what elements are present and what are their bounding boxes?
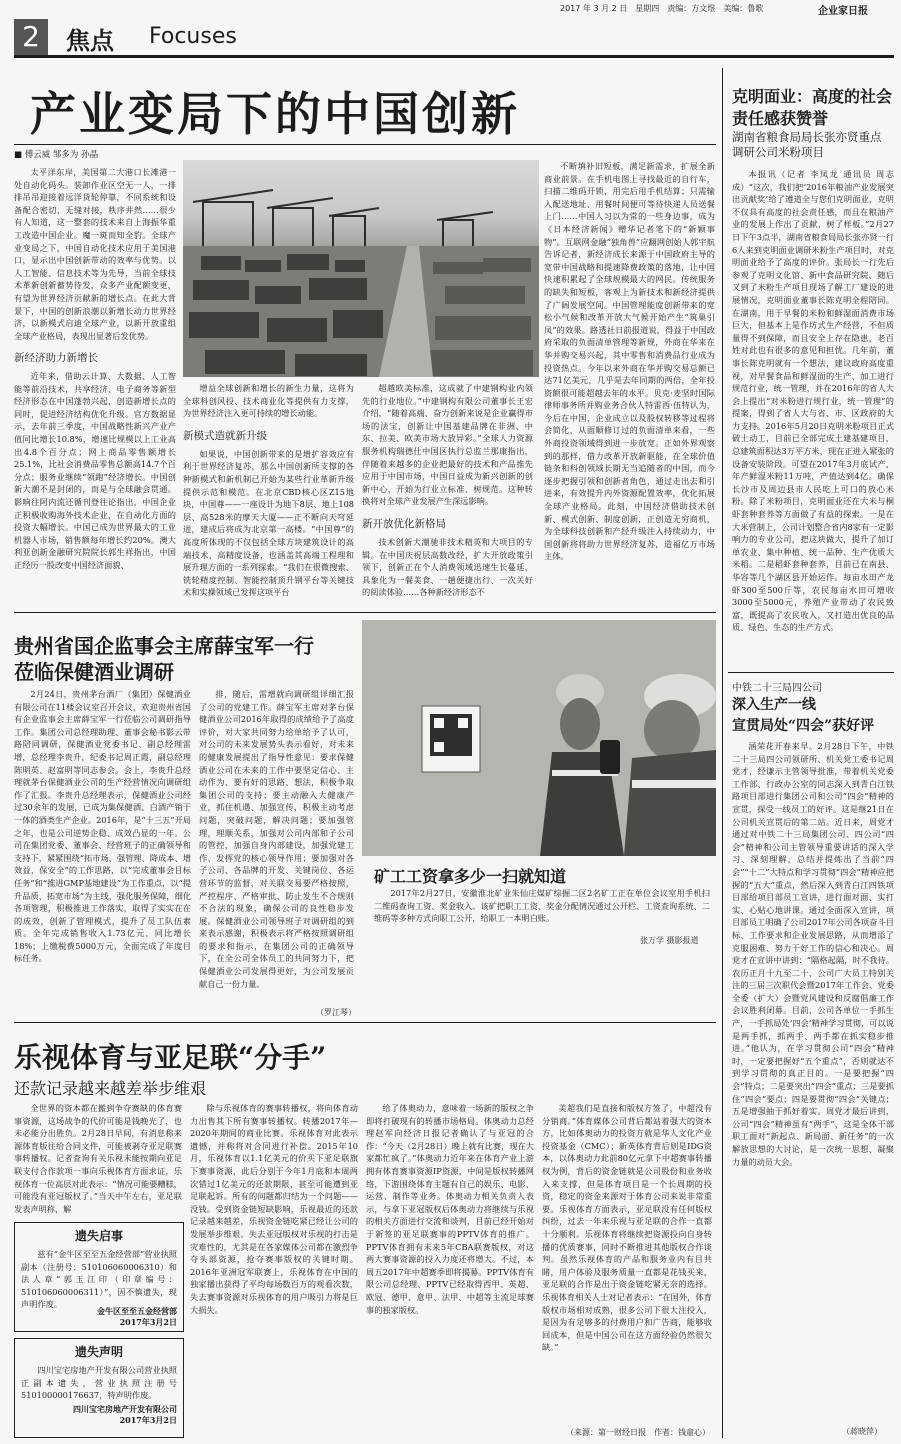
crcc-body: 涵荣花开春来早。2月28日下午，中铁二十三局四公司领研所、机关党工委书记周党才，经谦示主管领导批准，带着机关党委工作部、行政办公室的同志深入到青白江铁路项目部进行集团公司和公司“四会”精神的宣贯，探受一线员工的好评。这是继21日在公司机关宣贯后的第二站。近日来，周党才通过对中铁二十三局集团公司、四公司“四会”精神和公司主管领导重要讲话的深入学习、深刻理解，总结并提炼出了当前“四会”“十二”大特点和学习贯彻“四会”精神应把握的“五大”重点，然后深入到青白江四铁项目部给项目部员工宣讲，进行面对面、实打实、心贴心地讲课。通过全面深入宣讲，项目部员工明确了公司2017年公司各项奋斗目标、工作要求和企业发展思路，从而增添了克服困难、努力干好工作的信心和决心。周党才在宣讲中讲到：“隔格起隔，时不我待。农历正月十九至二十，公司广大员工特别关注的三届三次职代会暨2017年工作会、党委全委（扩大）会暨党风建设和反腐倡廉工作会议胜利闭幕。目前，公司各单位一手抓生产，一手抓局处‘四会’精神学习贯彻，可以说是两手抓，抓两手、两手都在抓实稳步推进。”他认为，在学习贯彻公司“四会”精神时，一定要把握好“五个重点”，否则就达不到学习贯彻的真正目的。一是要把握“四会”特点；二是要突出“四会”重点；三是要抓住“四会”要点；四是要贯彻“四会”关键点；五是增强抽于抓好着实。周党才最后讲到，公司“四会”精神虽有“两手”，这是全体干部职工面对“新起点、新局面、新任务”的一次解放思想的大讨论，是一次统一思想、凝聚力量的动员大会。 bbox=[732, 741, 894, 1167]
guizhou-bottom-rule bbox=[14, 1022, 716, 1023]
notice-2-date: 2017年3月2日 bbox=[119, 1415, 177, 1425]
leshi-headline: 乐视体育与亚足联“分手” bbox=[14, 1041, 327, 1074]
miners-photo bbox=[362, 620, 716, 856]
notice-lost-1 bbox=[14, 1222, 184, 1332]
crcc-headline-1: 深入生产一线 bbox=[732, 697, 816, 713]
notice-2-title: 遗失声明 bbox=[74, 1345, 123, 1359]
photo-caption-credit: 张万学 摄影报道 bbox=[640, 936, 699, 945]
lead-col3-body: 超越欧美标准，这成就了中建钢构业内领先的行业地位。”中建钢构有限公司董事长王宏介绍，“随着高端、奋力创新来说是企业赢得市场的法宝，创新让中国基建品牌在非洲、中东、拉美、欧美市场大放异彩。”全球人力资源服务机构瑞德仕中国区执行总监兰那康指出，伴随着来越多的企业把最好的技术和产品推先应用于中国市场，中国日益成为新兴创新的创新中心，开始为行业立标准、树规范。这种转换将对全球产业发展产生深远影响。 新开放优化新格局 技术创新大潮驰非技术精英和大项目的专辑。在中国庆祝层高数改经，扩大开放政策引领下，创新正在个人消费领域迅速生长蔓延，具象化为一餐美食、一趟便捷出行、一次关好的阅读体验……各种新经济形态不 bbox=[362, 383, 533, 598]
notice-2-sig: 四川宝宅房地产开发有限公司 bbox=[73, 1404, 177, 1414]
section-title-cn: 焦点 bbox=[66, 27, 114, 55]
crcc-headline-2: 宣贯局处“四会”获好评 bbox=[732, 718, 875, 734]
lead-intro: 太平洋东岸，美国第二大港口长滩港一处自动化码头。装卸作业区空无一人，一排排吊吊迎接着远洋货轮停靠，不同系统和设备配合密切，无缝对接，秩序井然……很少有人知道，这一整套的技术来自上海振华重工改造中国企业。魔一斑而知全豹。全球产业变局之下，中国自动化技术应用于美国港口，显示出中国创新带动的效率与优势。以人工智能、信息技术等为先导，当前全球技术革新创新蓄势待发，众多产业配额变更，有望为世界经济贡献新的增长点。在此大背景下，中国的创新浪潮以新增长动力世界经济，以新模式启迪全球产业，以新开放重组全球产业格局，表现出显著后发优势。 bbox=[14, 167, 176, 341]
masthead-paper: 企业家日报 bbox=[818, 6, 868, 17]
notice-lost-2 bbox=[14, 1338, 184, 1438]
crcc-kicker: 中铁二十三局四公司 bbox=[732, 683, 822, 694]
guizhou-col1: 2月24日，贵州茅台酒厂（集团）保健酒业有限公司在11楼会议室召开会议，欢迎贵州省国有企业监事会主席薛宝军一行莅临公司调研指导工作。集团公司总经理助理、董事会秘书影云带路陪同调研，保健酒业党委书记、副总经理雷增，总经理李贵升，纪委书记周正霞，副总经理陈明英、赵富明等同志参会。会上，李贵升总经理就茅台保健酒业公司的生产经营情况向调研组作了汇报。李贵升总经理表示，保健酒业公司经过30余年的发展，已成为集保健酒、白酒产销于一体的酒类生产企业。2016年，是“十三五”开局之年，也是公司逆势企稳、成效凸显的一年。公司在集团党委、董事会、经营班子的正确领导和支持下，紧紧围绕“拓市场、强管理、降成本、增效益，保安全”的工作思路，以“完成董事会目标任务”和“推进GMP基地建设”为工作重点，以“提升品质、拓宽市场”为主线，强化服务保障，细化各项管理，积极推进工作落实，取得了实实在在的成效，创新了管理模式，提升了员工队伍素质。全年完成销售收入1.73亿元，同比增长18%；上缴税费5000万元，全面完成了年度目标任务。 bbox=[14, 689, 191, 964]
photo-caption-text: 2017年2月27日，安徽淮北矿业朱仙庄煤矿综掘二区2名矿工正在单位会议室用手机扫二维码查询工资、奖金收入。该矿把职工工资、奖金分配情况通过公开栏、工资查询系统、二维码等多种方式向职工公开，给职工一本明白账。 bbox=[374, 888, 710, 924]
lead-bottom-rule bbox=[14, 612, 716, 613]
photo-caption-title: 矿工工资拿多少一扫就知道 bbox=[374, 867, 567, 886]
miners-scan-illustration bbox=[362, 620, 716, 856]
masthead-date: 2017 年 3 月 2 日 星期四 责编：方文煜 美编：鲁歌 bbox=[560, 4, 764, 13]
side-subhead: 湖南省粮食局局长张亦贤重点调研公司米粉项目 bbox=[732, 130, 882, 159]
guizhou-headline-1: 贵州省国企监事会主席薛宝军一行 bbox=[14, 634, 314, 658]
lead-col4-body: 不断填补旧短板，满足新需求，扩展全新商业前景。在手机电图上寻找最近的自行车，扫描二维码开锁，用完后用手机结算；只需输入配送地址、用餐时间便可等待快递人员送餐上门……中国人习以为常的一些身边事，成为《日本经济新闻》赠华记者笔下的“新颖事物”。互联网金融“独角兽”应翻网创始人郭宇航告诉记者，新经济成长来源于中国政府主导的宽带中国战略和提速降费政策的落地，让中国快速积累起了全球规模最大的网民。传统服务的缺失和短板，客观上为新技术和新经济提供了广阔发展空间。中国管理能度创新带来的宽松小气候和改革开放大气候开始产生“筑巢引凤”的效果。路透社日前报道说，得益于中国政府采取的负面清单管理等新规，外商在华来在华并购交易兴起，其中零售和消费品行业成为投资热点。今年以来外商在华并购交易总额已达71亿美元，几乎是去年同期的两倍，全年投资额很可能超越去年的水平。贝克·麦坚时国际律师事务所并购业务合伙人特雷西·伍特认为，今后在中国，企业成立以及股权转移等过程将会简化，从面顺修订过的负面清单来看，一些外商投资领域得到进一步放宽。正如外界观察到的那样，借力改革开放新驱能，在全球价值链条和科创领域长期无当追随者的中国，而今逐步把握引领和创新者角色，通过走出去和引进来，有效提升内外资源配置效率，优化拓展全球产业格局。此刻，中国经济借助技术创新、模式创新、制度创新，正创造无穷商机，为全球科技创新和产经升级注入持续动力，中国创新将将助力世界经济复苏，造福亿万市场主体。 bbox=[544, 161, 715, 562]
leshi-col4: 美超我们是直接和版权方签了，中超没有分销商。”体育媒体公司背后都站着强大的资本方，比如体奥动力的投资方就是华人文化产业投资基金（CMC）；新英体育背后则是IDG资本，以体奥动力此前80亿元拿下中超赛事转播权为例，背后的资金链就是公司股份和业务收入来支撑，但是体育项目是一个长周期的投资，稳定的资金来源对于体育公司来说非常重要。乐视体育方面表示，亚足联没有任何版权纠纷，过去一年来乐视与亚足联的合作一直都十分顺利。乐视体育将继续把资源投向自身转播的优质赛事，同时不断推进其他版权合作谈判。虽然乐视体育的产品和服务业内有目共睹，用户体验及服务质量一直都是花钱买来，亚足联的合作是出于资金链吃紧无奈的选择。乐视体育相关人士对记者表示：“在国外，体育版权市场相对成熟，很多公司下很大注投入，是因为有足够多的付费用户和广告商，能够收回成本，但是中国公司在这方面经验仍然很欠缺。” bbox=[542, 1103, 712, 1353]
lead-col2-body: 增益全球创新和增长的新生力量，这将为全球科创风投、技术商业化等提供有力支撑，为世界经济注入更可持续的增长动能。 新模式造就新升级 如果说，中国创新带来的是增扩容效应有利于世界经济复苏，那么中国创新所支撑的各种新模式和新机制已开始为某些行业革新升级提供示范和模范。在北京CBD核心区Z15地块，中国尊——一座设计为地下8层、地上108层、高528米的摩天大厦——正不断向天穹延进，建成后将成为北京第一高楼。“中国尊”的高度所体现的不仅包括全球方块建筑设计的高端技术、高精度设备，也涵盖其高端工程理和展升理方面的一系列探索。“我们在很微搜索、铣轮精度控制、智能控制顶升钢平台等关键技术和实操领域已发挥这项平台 bbox=[183, 383, 354, 598]
lead-photo-port bbox=[183, 160, 539, 377]
lead-subhead-3: 新开放优化新格局 bbox=[362, 517, 446, 530]
side-body: 本报讯（记者 李凤龙 通讯员 周志成）“这次，我们把‘2016年粮油产业发展突出贡献奖’给了遵道全与您们克明面业，克明不仅具有高度的社会责任感，而且在粮油产业的发展上作出了贡献，树了样板。”2月27日下午3点半，湖南省粮食局局长张亦贤一行6人来到克明面业调研米粉生产项目时，对克明面业给予了高度的评价。张局长一行先后参观了克明文化馆、新中食品研究院、随后又到了米粉生产项目现场了解工厂建设的进展情况，克明面业董事长陈克明全程陪同。在湖南，用于早餐的米粉和鲜湿面消费市场巨大，但基本上是作坊式生产经营，不但质量得不到保障，而且安全上存在隐患，老百姓对此也有很多的意见和担忧。几年前，董事长陈克明就有一个想法，建议政府高度重视，对早餐食品和鲜湿面的生产、加工进行规范行业，统一管理，并在2016年的省人大会上提出“对米粉进行规行业，统一管理”的提案，得到了省人大与省、市、区政府的大力支持。2016年5月20日克明米粉项目正式破土动工，目前已全部完成土建基建项目，总建筑面积达3万平方米，现在正进入紧张的设备安装阶段。可望在2017年3月底试产，年产鲜湿米粉11万吨，产值达到4亿。确保长沙市及周边县市人民吃上可口的放心米粉。除了米粉项目，克明面业还在大米与桐虾套种套养等方面做了有益的探索。一是在大米营制上，公司计划整合省内8家有一定影响力的专业公司，把这块做大，提升了加订单农业、集中种植、统一品种、生产优质大米稻。二是稻虾套种套养，目前已在南县、华容等几个湖区县开始运作。每亩水田产龙虾300至500斤等，农民每亩水田可增收3000至5000元，养殖产业带动了农民致富，既提高了农民收入，又打造出优良的品质、绿色、生态的生产方式。 bbox=[732, 169, 894, 633]
port-cranes-illustration bbox=[183, 160, 539, 377]
guizhou-headline-2: 莅临保健酒业调研 bbox=[14, 660, 174, 684]
notice-1-body: 兹有“金牛区至至五金经营部”营业执照副本（注册号：510106060006310）和法人章“郭玉江印（印章编号：510106060006311）”，因不慎遗失，现声明作废。 bbox=[21, 1249, 177, 1310]
masthead-rule bbox=[14, 55, 894, 58]
notice-1-title: 遗失启事 bbox=[74, 1229, 123, 1243]
page-number: 2 bbox=[14, 19, 48, 55]
leshi-col1: 全世界的资本都在搬到争夺赛缺的体育赛事资源，这场战争的代价可能是钱晚光了，也未必能分出胜负。2月28日早间，有消息称来源体育版往给合同文件，可能被剥夺亚足联赛事转播权。记者查询有关乐视未能按期向亚足联支付合作款项一事向乐视体育方面求证，乐视体育一位高层对此表示：“情况可能要糟糕，可能没有亚冠版权了。”当天中午左右，亚足联发表声明称，解 bbox=[14, 1103, 182, 1214]
side-headline: 克明面业：高度的社会责任感获赞誉 bbox=[732, 87, 893, 128]
crcc-signature: （蒋晓萍） bbox=[842, 1427, 882, 1436]
notice-1-date: 2017年3月2日 bbox=[119, 1317, 177, 1327]
side-crcc-rule bbox=[728, 672, 894, 673]
lead-subhead-2: 新模式造就新升级 bbox=[183, 429, 267, 442]
leshi-signature: （来源：第一财经日报 作者：钱童心） bbox=[566, 1428, 710, 1437]
section-title-en: Focuses bbox=[149, 24, 237, 49]
lead-col1-body: 新经济助力新增长 近年来，借助云计算、大数据、人工智能等前沿技术，共享经济、电子商务等新型经济形态在中国蓬勃兴起，创造新增长点的同时，促进经济结构优化升级。官方数据显示，去年前三季度，中国战略性新兴产业产值同比增长10.8%，增速比规模以上工业高出4.8个百分点；网上商品零售额增长25.1%，比社会消费品零售总额高14.7个百分点；服务业继续“领跑”经济增长。中国创新大潮不是封闭的，而是与全球融会贯通。影响往阿内流还循刊登往论指出，中国企业正积极收购海外技术企业，在自动化方面的投资大幅增长。中国已成为世界最大的工业机器人市场，销售额每年增长约20%。澳大利亚创新金融研究院院长郭生祥指出，中国正经历一股改变中国经济面貌、 bbox=[14, 352, 176, 570]
guizhou-col2: 排，随后，雷增就向调研组详细汇报了公司的党建工作。薛宝军主席对茅台保健酒业公司2016年取得的成绩给予了高度评价，对大家共同努力给单给予了认可，对公司的未来发展势头表示看好，对未来的健康发展提出了指导性意见：要求保健酒业公司在未来的工作中要坚定信心、主动作为、要有好的思路、想法，积极争取集团公司的支持；要主动融入大健康产业，抓住机遇、加强宣传，积极主动考虑问题，突破问题，解决问题；要加强管理，理顺关系，加强对公司内部和子公司的管控，加强自身内部建设，加强党建工作、发挥党的核心领导作用；要加强对各子公司、各品牌的开发、关键岗位、各运营环节的监督，对关联交易要严格按照，严控程序、严格审批、防止发生不合规则不合法的现象，确保公司的良性稳步发展。保健酒业公司领导班子对调研组的到来表示感谢，积极表示将严格按照调研组的要求和指示，在集团公司的正确领导下，在全公司全体员工的共同努力下，把保健酒业公司发展得更好，为公司发展贡献自己一份力量。 bbox=[199, 689, 354, 989]
guizhou-signature: （罗江琴） bbox=[316, 1008, 356, 1017]
lead-subhead-1: 新经济助力新增长 bbox=[14, 352, 98, 364]
leshi-col3: 给了体奥动力，意味着一场新的版权之争即将打破现有的转播市场格局。体奥动力总经理赵军向经济日报记者确认了与亚冠的合作：“今天（2月28日）晚上就有比赛，现在大家都忙疯了。”体奥动力近年来在体育产业上游拥有体育赛事资源IP资源，中间是版权转播网络，下游围绕体育主题有自己的娱乐、电影、运营、制作等业务。体奥动力相关负责人表示，与拿下亚冠版权后体奥动力将继续与乐视的相关方面进行交流和谈判，目前已经开始对于新签的亚足联赛事的PPTV体育的推广。PPTV体育拥有未来5年CBA联赛版权，对这两大赛事资源的投入力度还将增大。不过，本周五2017年中超赛季即将揭幕。PPTV体育有限公司总经理、PPTV已经取得西甲、英超、欧冠、德甲、意甲、法甲、中超等主流足球赛事的独家版权。 bbox=[366, 1103, 534, 1315]
leshi-col2: 除与乐视体育的赛事转播权，将向体育动力出售其下所有赛事转播权。转播2017年—2020年期间的商业比赛。乐视体育对此表示遗憾，并称将对合同进行补偿。2015年10月，乐视体育以1.1亿美元的价买下亚足联旗下赛事资源，此后分别于今年1月底和本周两次错过1亿美元的还款期限，甚至可能遭到亚足联起诉。所有的问题都归结为一个问题——没钱。受到资金链短缺影响，乐视最近的还款记录越来越差，乐视资金链吃紧已经让公司的发展举步维艰。失去亚冠版权对乐视的打击是灾难性的，尤其是在各家媒体公司都在激烈争夺头部资源，抢夺赛事版权的关键时期。2016年亚洲冠军联赛上，乐视体育在中国的独家播出获得了平均每场数百万的观看次数，失去赛事资源对乐视体育的用户吸引力将是巨大损失。 bbox=[190, 1103, 358, 1315]
notice-2-body: 四川宝宅房地产开发有限公司营业执照正副本遗失，营业执照注册号510100000176637，特声明作废。 bbox=[21, 1365, 177, 1401]
sidebar-divider bbox=[722, 68, 723, 1438]
notice-1-sig: 金牛区至至五金经营部 bbox=[97, 1306, 177, 1316]
lead-byline: ■ 傅云威 邹多为 孙晶 bbox=[14, 150, 99, 160]
leshi-subhead: 还款记录越来越差举步维艰 bbox=[14, 1079, 207, 1098]
lead-headline: 产业变局下的中国创新 bbox=[30, 87, 520, 141]
lead-headline-rule bbox=[14, 144, 716, 145]
